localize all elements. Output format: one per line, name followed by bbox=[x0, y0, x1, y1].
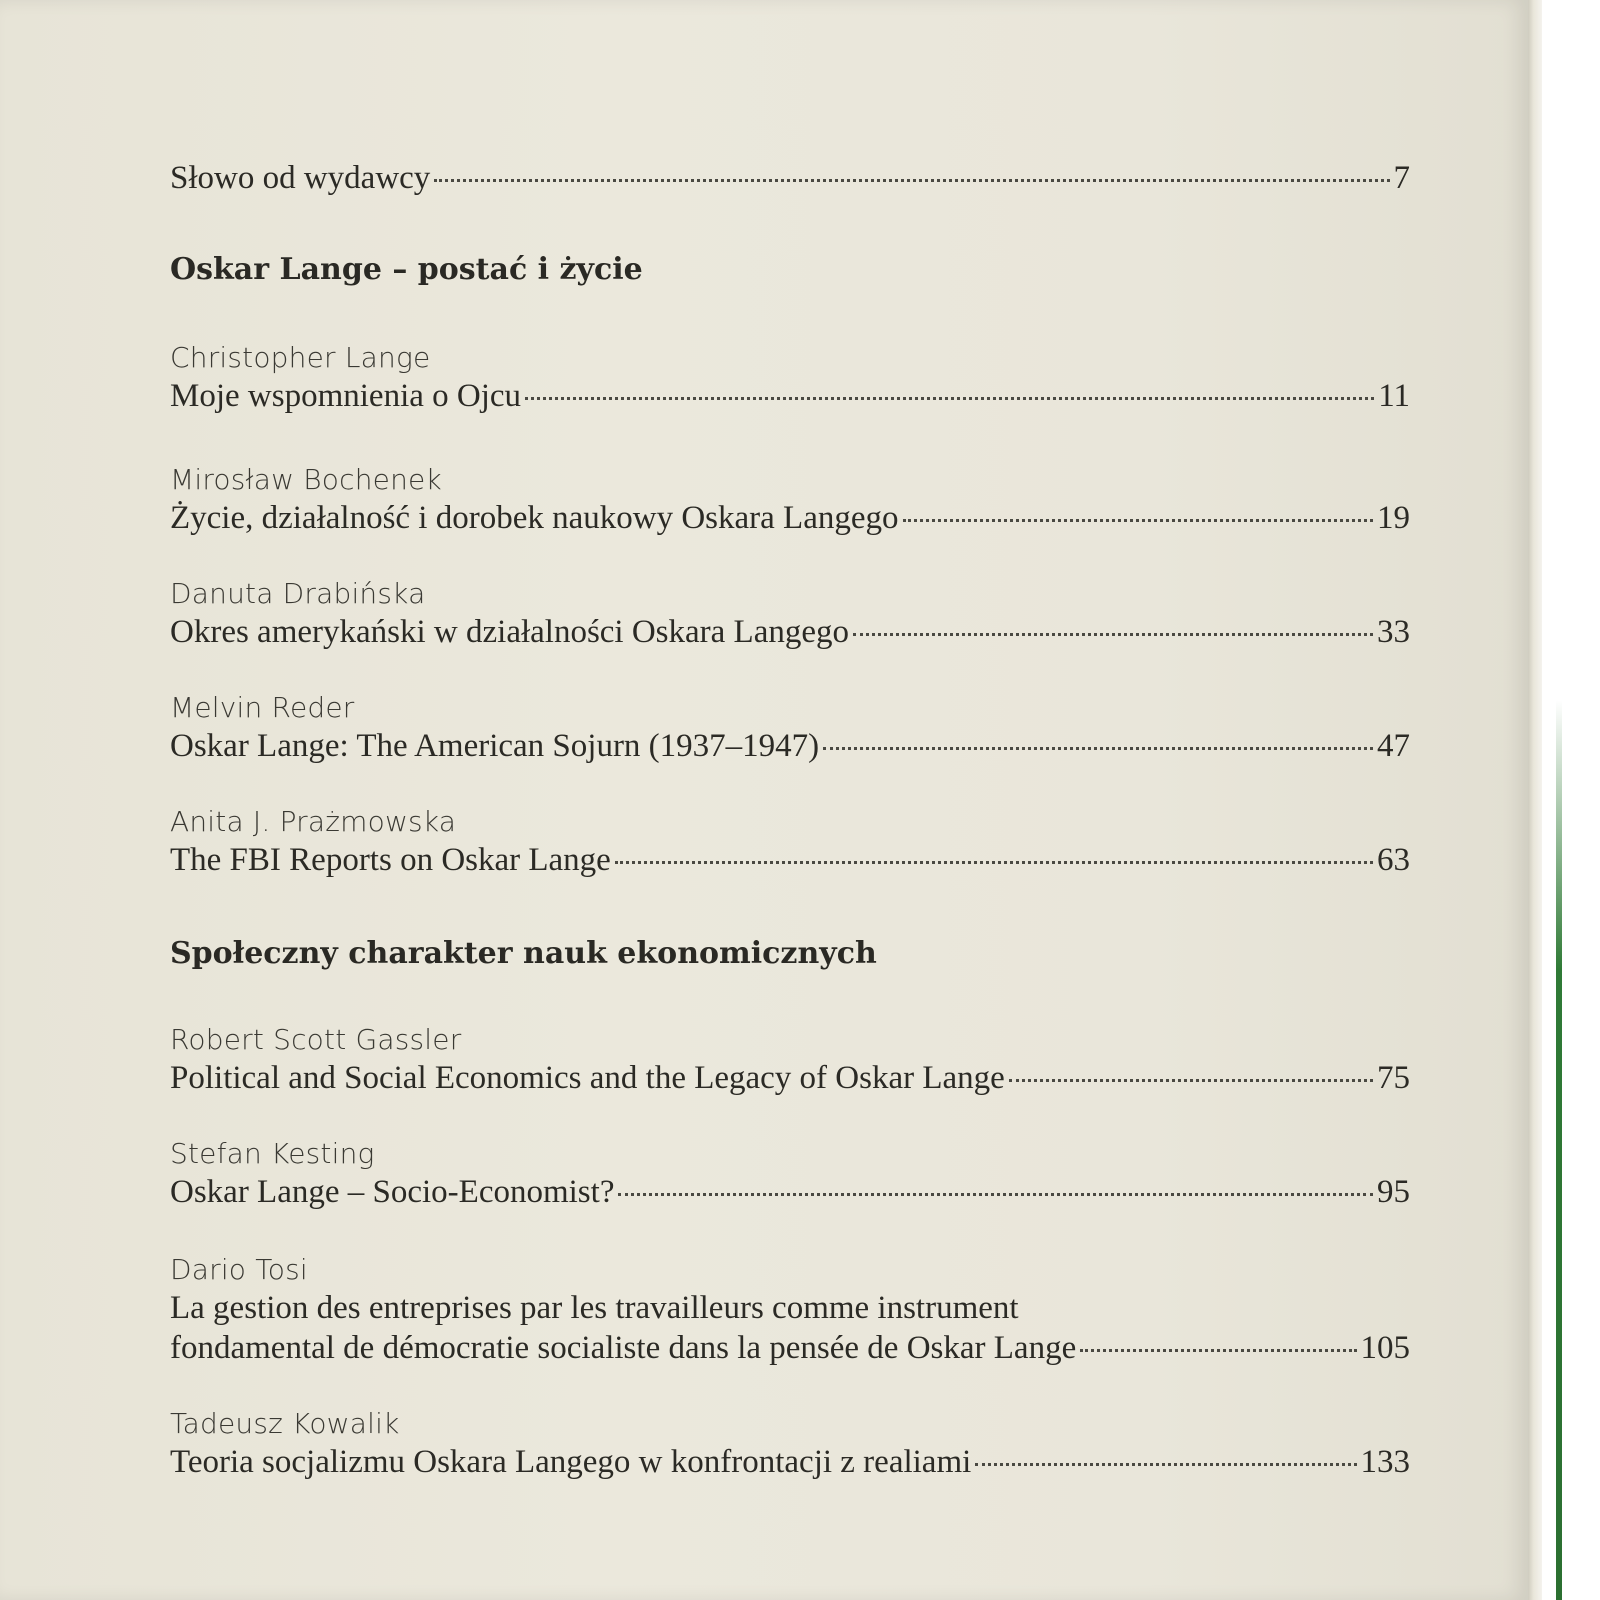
toc-entry bbox=[170, 576, 1410, 652]
entry-title: Teoria socjalizmu Oskara Langego w konfrontacji z realiami bbox=[170, 1444, 972, 1480]
entry-author: Robert Scott Gassler bbox=[170, 1023, 462, 1056]
entry-title: Życie, działalność i dorobek naukowy Oskara Langego bbox=[170, 500, 899, 536]
entry-title: fondamental de démocratie socialiste dans la pensée de Oskar Lange bbox=[170, 1330, 1077, 1366]
page-number: 63 bbox=[1377, 842, 1410, 878]
leader-dots bbox=[525, 397, 1374, 400]
entry-title: The FBI Reports on Oskar Lange bbox=[170, 842, 611, 878]
entry-title-line-1: La gestion des entreprises par les travailleurs comme instrument bbox=[170, 1290, 1019, 1326]
leader-dots bbox=[434, 179, 1389, 182]
section-heading: Społeczny charakter nauk ekonomicznych bbox=[170, 936, 877, 971]
book-cover-edge bbox=[1556, 700, 1562, 1600]
toc-entry bbox=[170, 462, 1410, 538]
entry-title: Słowo od wydawcy bbox=[170, 160, 431, 196]
page-number: 95 bbox=[1377, 1174, 1410, 1210]
toc-entry bbox=[170, 1406, 1410, 1482]
page-number: 7 bbox=[1393, 160, 1410, 196]
page-number: 19 bbox=[1377, 500, 1410, 536]
page-edge bbox=[1528, 0, 1542, 1600]
page-number: 105 bbox=[1360, 1330, 1410, 1366]
entry-author: Danuta Drabińska bbox=[170, 577, 426, 610]
entry-author: Mirosław Bochenek bbox=[170, 463, 442, 496]
entry-author: Christopher Lange bbox=[170, 341, 431, 374]
leader-dots bbox=[853, 633, 1373, 636]
leader-dots bbox=[823, 747, 1373, 750]
entry-title: Oskar Lange – Socio-Economist? bbox=[170, 1174, 615, 1210]
page-number: 11 bbox=[1378, 378, 1410, 414]
leader-dots bbox=[903, 519, 1374, 522]
section-heading: Oskar Lange – postać i życie bbox=[170, 252, 643, 287]
toc-entry-intro bbox=[170, 158, 1410, 198]
entry-author: Anita J. Prażmowska bbox=[170, 805, 457, 838]
page-number: 47 bbox=[1377, 728, 1410, 764]
page-number: 133 bbox=[1360, 1444, 1410, 1480]
toc-entry bbox=[170, 1136, 1410, 1212]
entry-title: Oskar Lange: The American Sojurn (1937–1947) bbox=[170, 728, 820, 764]
entry-title: Moje wspomnienia o Ojcu bbox=[170, 378, 522, 414]
leader-dots bbox=[975, 1463, 1356, 1466]
entry-title: Political and Social Economics and the Legacy of Oskar Lange bbox=[170, 1060, 1005, 1096]
page-number: 33 bbox=[1377, 614, 1410, 650]
leader-dots bbox=[615, 861, 1373, 864]
toc-entry bbox=[170, 1022, 1410, 1098]
entry-author: Tadeusz Kowalik bbox=[170, 1407, 400, 1440]
toc-entry bbox=[170, 804, 1410, 880]
toc-entry bbox=[170, 690, 1410, 766]
entry-author: Melvin Reder bbox=[170, 691, 355, 724]
entry-author: Dario Tosi bbox=[170, 1253, 308, 1286]
leader-dots bbox=[1080, 1349, 1356, 1352]
leader-dots bbox=[1009, 1079, 1373, 1082]
toc-entry bbox=[170, 1252, 1410, 1368]
leader-dots bbox=[618, 1193, 1373, 1196]
entry-title: Okres amerykański w działalności Oskara Langego bbox=[170, 614, 850, 650]
page-number: 75 bbox=[1377, 1060, 1410, 1096]
entry-author: Stefan Kesting bbox=[170, 1137, 375, 1170]
toc-entry bbox=[170, 340, 1410, 416]
